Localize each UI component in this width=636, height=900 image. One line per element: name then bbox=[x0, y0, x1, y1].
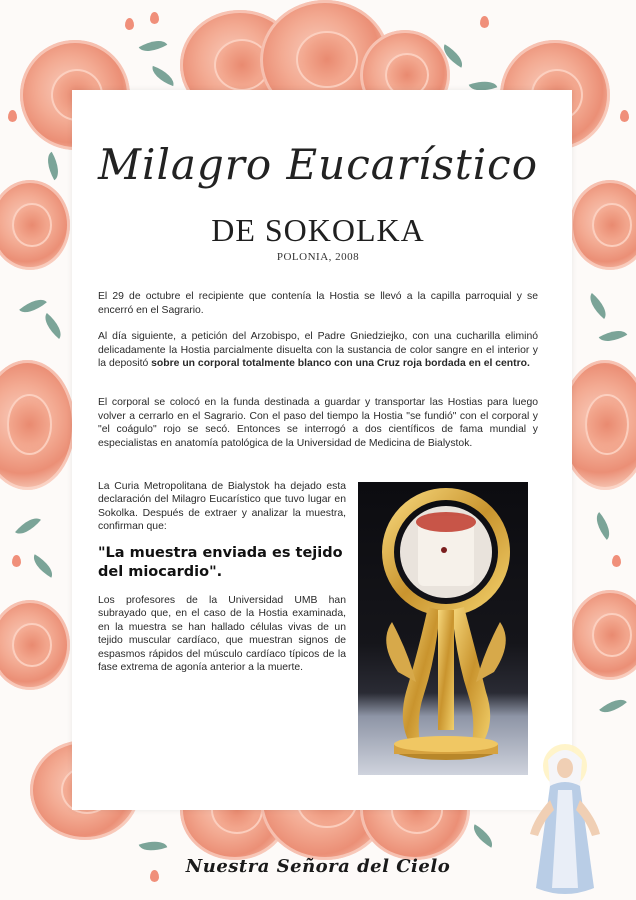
bud-decoration bbox=[620, 110, 629, 122]
title-script: Milagro Eucarístico bbox=[98, 140, 538, 189]
leaf-decoration bbox=[584, 293, 612, 319]
bud-decoration bbox=[125, 18, 134, 30]
paragraph-2 bbox=[98, 330, 538, 371]
paragraph-1: El 29 de octubre el recipiente que contenía la Hostia se llevó a la capilla parroquial y se encerró en el Sagrario. bbox=[98, 291, 538, 316]
subtitle: POLONIA, 2008 bbox=[276, 251, 360, 263]
page-title: DE SOKOLKA bbox=[211, 212, 425, 248]
bud-decoration bbox=[8, 110, 17, 122]
leaf-decoration bbox=[599, 324, 628, 347]
leaf-decoration bbox=[29, 554, 58, 577]
paragraph-5: Los profesores de la Universidad UMB han subrayado que, en el caso de la Hostia examinada, en la muestra se han hallado células vivas de un tejido muscular cardíaco, que muestran signos de espasmos rápidos del músculo cardíaco típicos de la fase extrema de agonía anterior a la muerte. bbox=[98, 595, 346, 674]
paragraph-2-text: Al día siguiente, a petición del Arzobispo, el Padre Gniedziejko, con una cucharilla eliminó delicadamente la Hostia parcialmente disuelta con la sustancia de color sangre en el interior y la depositó bbox=[98, 331, 538, 370]
monstrance-photo bbox=[358, 482, 528, 775]
paragraph-3: El corporal se colocó en la funda destinada a guardar y transportar las Hostias para luego volver a cerrarlo en el Sagrario. Con el paso del tiempo la Hostia "se fundió" con el corporal y "el coágulo" rojo se secó. Entonces se interrogó a dos científicos de fama mundial y especialistas en anatomía patológica de la Universidad de Medicina de Bialystok. bbox=[98, 397, 538, 449]
leaf-decoration bbox=[139, 836, 168, 856]
leaf-decoration bbox=[590, 512, 616, 540]
footer-signature: Nuestra Señora del Cielo bbox=[185, 856, 451, 877]
rose-decoration bbox=[0, 360, 75, 490]
paragraph-2-bold: sobre un corporal totalmente blanco con una Cruz roja bordada en el centro. bbox=[151, 358, 530, 370]
leaf-decoration bbox=[139, 34, 168, 57]
leaf-decoration bbox=[19, 293, 47, 319]
bud-decoration bbox=[12, 555, 21, 567]
leaf-decoration bbox=[39, 313, 67, 339]
bud-decoration bbox=[612, 555, 621, 567]
leaf-decoration bbox=[599, 693, 627, 719]
bud-decoration bbox=[480, 16, 489, 28]
leaf-decoration bbox=[15, 512, 41, 540]
leaf-decoration bbox=[149, 66, 178, 86]
rose-decoration bbox=[0, 600, 70, 690]
bud-decoration bbox=[150, 12, 159, 24]
rose-decoration bbox=[570, 590, 636, 680]
quote: "La muestra enviada es tejido del miocardio". bbox=[98, 545, 343, 580]
paragraph-4: La Curia Metropolitana de Bialystok ha dejado esta declaración del Milagro Eucarístico que tuvo lugar en Sokolka. Después de extraer y analizar la muestra, confirman que: bbox=[98, 481, 346, 533]
leaf-decoration bbox=[469, 824, 498, 847]
monstrance-icon bbox=[358, 482, 528, 775]
